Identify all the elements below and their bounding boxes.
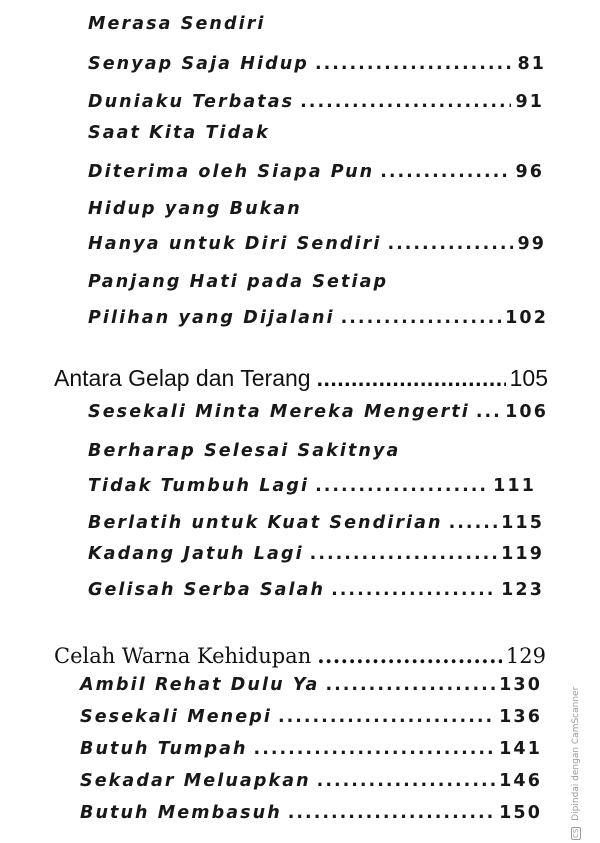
toc-entry-title: Butuh Tumpah: [80, 739, 248, 759]
toc-entry: [80, 803, 542, 823]
toc-entry-title: Gelisah Serba Salah: [88, 580, 326, 600]
dot-leader: [325, 675, 495, 695]
toc-entry: [80, 771, 542, 791]
dot-leader: [380, 162, 511, 182]
toc-entry: [88, 402, 548, 422]
toc-entry-title: Merasa Sendiri: [88, 14, 266, 34]
toc-entry-line: [88, 123, 270, 143]
camscanner-badge-icon: CS: [572, 828, 580, 838]
toc-entry-title: Sesekali Minta Mereka Mengerti: [88, 402, 470, 422]
toc-entry: [88, 476, 536, 496]
toc-entry-line: [88, 14, 266, 34]
toc-entry-page: 99: [517, 234, 546, 254]
toc-entry-page: 111: [493, 476, 536, 496]
toc-entry-page: 136: [499, 707, 542, 727]
dot-leader: [315, 476, 489, 496]
dot-leader: [310, 544, 497, 564]
toc-entry-title: Berlatih untuk Kuat Sendirian: [88, 513, 443, 533]
toc-section: [54, 365, 548, 392]
dot-leader: [331, 580, 497, 600]
dot-leader: [317, 643, 502, 668]
dot-leader: [387, 234, 513, 254]
toc-entry: [88, 162, 544, 182]
toc-entry-line: [88, 272, 388, 292]
camscanner-watermark-text: Dipindai dengan CamScanner: [571, 686, 581, 821]
toc-entry: [88, 54, 546, 74]
dot-leader: [476, 402, 501, 422]
toc-entry-line: [88, 199, 302, 219]
toc-entry-title: Duniaku Terbatas: [88, 92, 295, 112]
toc-entry: [88, 92, 544, 112]
toc-entry-title: Panjang Hati pada Setiap: [88, 272, 389, 292]
dot-leader: [288, 803, 495, 823]
dot-leader: [254, 739, 496, 759]
toc-entry: [88, 544, 544, 564]
toc-entry-title: Sesekali Menepi: [80, 707, 272, 727]
camscanner-watermark: [571, 686, 589, 840]
toc-section-title: Antara Gelap dan Terang: [54, 365, 311, 391]
toc-entry-page: 115: [501, 513, 544, 533]
toc-entry-page: 106: [505, 402, 548, 422]
toc-entry: [80, 675, 542, 695]
toc-entry-title: Hanya untuk Diri Sendiri: [88, 234, 382, 254]
toc-entry: [80, 707, 542, 727]
toc-entry-page: 119: [501, 544, 544, 564]
toc-entry-page: 150: [499, 803, 542, 823]
toc-entry: [88, 234, 546, 254]
dot-leader: [317, 771, 495, 791]
toc-entry-title: Sekadar Meluapkan: [80, 771, 311, 791]
dot-leader: [300, 92, 511, 112]
toc-entry-title: Hidup yang Bukan: [88, 199, 302, 219]
toc-section-title: Celah Warna Kehidupan: [54, 644, 312, 668]
toc-entry-page: 146: [499, 771, 542, 791]
toc-section: [54, 643, 546, 668]
toc-entry: [88, 580, 544, 600]
dot-leader: [278, 707, 495, 727]
toc-entry-title: Pilihan yang Dijalani: [88, 308, 335, 328]
toc-entry: [88, 513, 544, 533]
toc-entry-title: Kadang Jatuh Lagi: [88, 544, 304, 564]
toc-entry-title: Tidak Tumbuh Lagi: [88, 476, 310, 496]
toc-entry-page: 91: [515, 92, 544, 112]
toc-entry: [80, 739, 542, 759]
toc-entry-page: 130: [499, 675, 542, 695]
toc-entry-title: Senyap Saja Hidup: [88, 54, 309, 74]
toc-section-page: 129: [505, 644, 546, 668]
toc-entry-title: Diterima oleh Siapa Pun: [88, 162, 375, 182]
dot-leader: [315, 54, 514, 74]
dot-leader: [341, 308, 502, 328]
toc-entry-page: 102: [505, 308, 548, 328]
toc-section-page: 105: [509, 365, 548, 391]
toc-entry-title: Berharap Selesai Sakitnya: [88, 441, 401, 461]
toc-entry-title: Ambil Rehat Dulu Ya: [80, 675, 320, 695]
toc-entry-title: Butuh Membasuh: [80, 803, 282, 823]
toc-entry: [88, 308, 548, 328]
toc-entry-page: 81: [517, 54, 546, 74]
dot-leader: [449, 513, 498, 533]
toc-entry-title: Saat Kita Tidak: [88, 123, 270, 143]
toc-entry-page: 141: [499, 739, 542, 759]
toc-entry-line: [88, 441, 400, 461]
dot-leader: [317, 365, 506, 392]
toc-entry-page: 123: [501, 580, 544, 600]
toc-entry-page: 96: [515, 162, 544, 182]
